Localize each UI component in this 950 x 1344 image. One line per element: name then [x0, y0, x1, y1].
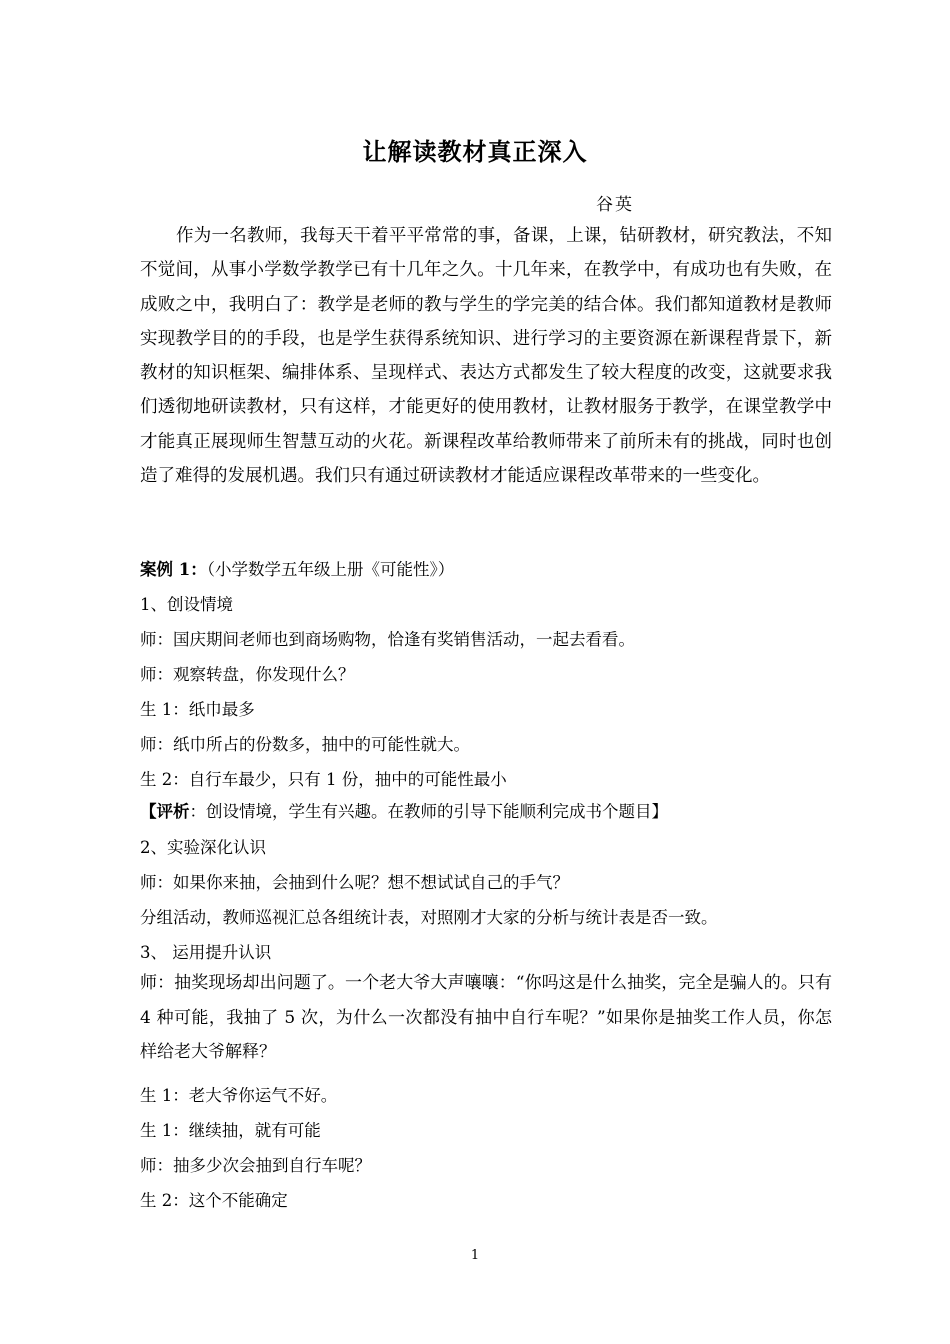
page-title: 让解读教材真正深入 [362, 137, 588, 166]
section-heading-3: 3、 运用提升认识 [140, 943, 272, 962]
commentary-text: ：创设情境，学生有兴趣。在教师的引导下能顺利完成书个题目】 [189, 802, 668, 821]
dialogue-line: 生 1：老大爷你运气不好。 [140, 1086, 338, 1105]
intro-paragraph: 作为一名教师，我每天干着平平常常的事，备课，上课，钻研教材，研究教法，不知不觉间，从事小学数学教学已有十几年之久。十几年来，在教学中，有成功也有失败，在成败之中，我明白了：教学是老师的教与学生的学完美的结合体。我们都知道教材是教师实现教学目的的手段，也是学生获得系统知识、进行学习的主要资源在新课程背景下，新教材的知识框架、编排体系、呈现样式、表达方式都发生了较大程度的改变，这就要求我们透彻地研读教材，只有这样，才能更好的使用教材，让教材服务于教学，在课堂教学中才能真正展现师生智慧互动的火花。新课程改革给教师带来了前所未有的挑战，同时也创造了难得的发展机遇。我们只有通过研读教材才能适应课程改革带来的一些变化。 [140, 226, 832, 487]
case-description: （小学数学五年级上册《可能性》） [206, 560, 455, 579]
dialogue-line: 师：抽多少次会抽到自行车呢？ [140, 1156, 371, 1175]
dialogue-line: 生 2：自行车最少，只有 1 份，抽中的可能性最小 [140, 770, 507, 789]
section-heading-1: 1、创设情境 [140, 595, 233, 614]
dialogue-line: 师：国庆期间老师也到商场购物，恰逢有奖销售活动，一起去看看。 [140, 630, 635, 649]
dialogue-line: 生 1：纸巾最多 [140, 700, 255, 719]
commentary-line [140, 798, 840, 822]
case-heading [140, 556, 840, 580]
commentary-label: 【评析 [140, 802, 190, 821]
dialogue-line: 分组活动，教师巡视汇总各组统计表，对照刚才大家的分析与统计表是否一致。 [140, 908, 718, 927]
dialogue-paragraph: 师：抽奖现场却出问题了。一个老大爷大声嚷嚷：“你吗这是什么抽奖，完全是骗人的。只有 4 种可能，我抽了 5 次，为什么一次都没有抽中自行车呢？”如果你是抽奖工作人员，你怎样给老大爷解释？ [140, 973, 832, 1062]
dialogue-line: 师：纸巾所占的份数多，抽中的可能性就大。 [140, 735, 470, 754]
case-label: 案例 1： [140, 560, 207, 579]
dialogue-line: 生 1：继续抽，就有可能 [140, 1121, 321, 1140]
page-number: 1 [470, 1248, 480, 1263]
dialogue-line: 生 2：这个不能确定 [140, 1191, 288, 1210]
dialogue-line: 师：如果你来抽，会抽到什么呢？想不想试试自己的手气？ [140, 873, 569, 892]
author-name: 谷英 [596, 195, 634, 215]
dialogue-line: 师：观察转盘，你发现什么？ [140, 665, 355, 684]
section-heading-2: 2、实验深化认识 [140, 838, 266, 857]
